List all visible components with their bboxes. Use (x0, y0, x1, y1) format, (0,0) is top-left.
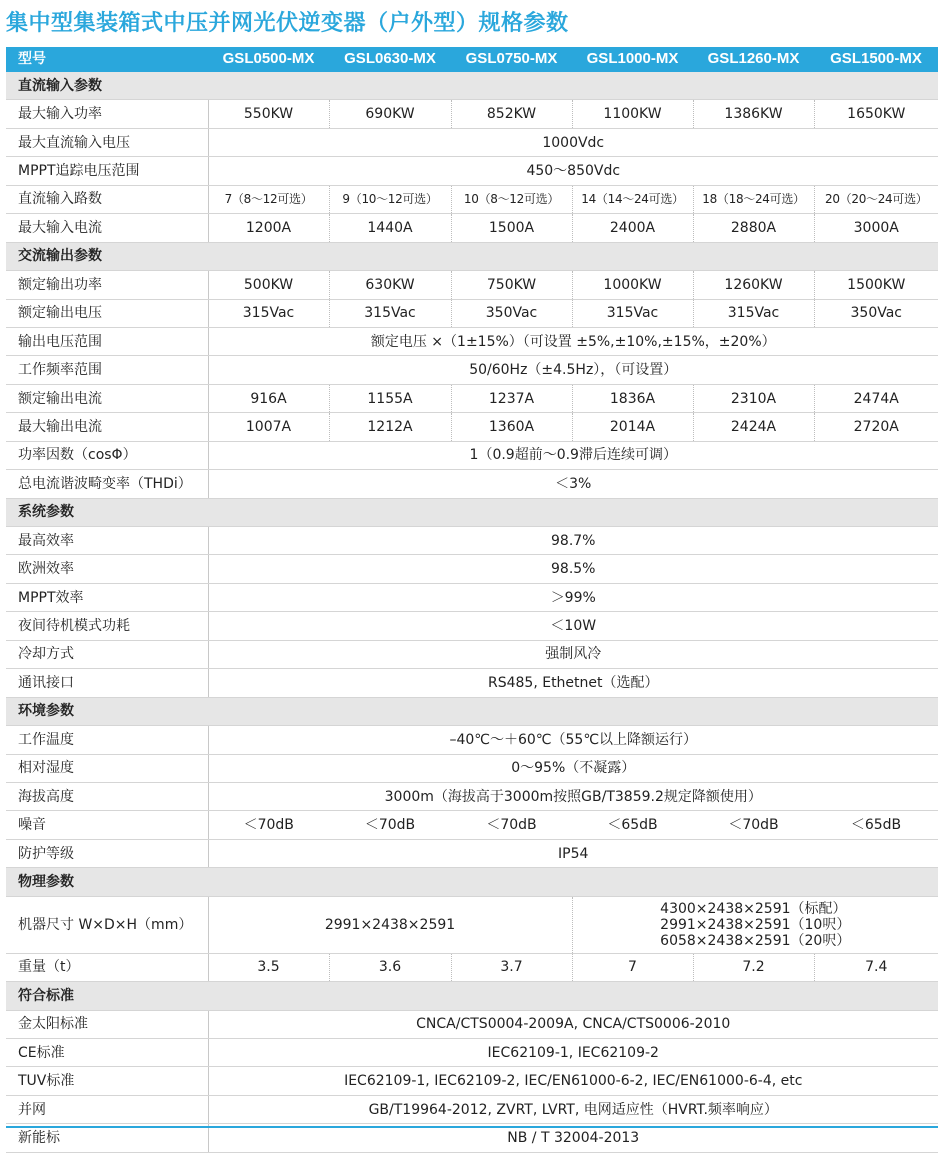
cell-value: 20（20～24可选） (814, 185, 938, 213)
row-label: 功率因数（cosΦ） (6, 441, 208, 469)
cell-value: 3.6 (329, 953, 451, 981)
cell-value: ＜70dB (208, 811, 329, 839)
table-row (6, 527, 938, 555)
table-row (6, 782, 938, 810)
cell-value: ＜3% (208, 470, 938, 498)
dimension-line: 4300×2438×2591（标配） (660, 900, 847, 917)
cell-value: 2880A (693, 214, 814, 242)
bottom-rule (6, 1126, 938, 1128)
model-name: GSL0630-MX (329, 47, 451, 72)
section-title: 符合标准 (6, 982, 938, 1010)
cell-value: 2014A (572, 413, 693, 441)
table-row (6, 640, 938, 668)
section-title: 系统参数 (6, 498, 938, 526)
row-label: 最大输入电流 (6, 214, 208, 242)
cell-value: 350Vac (451, 299, 572, 327)
cell-value: 2991×2438×2591 (208, 896, 572, 953)
page-title: 集中型集装箱式中压并网光伏逆变器（户外型）规格参数 (6, 11, 569, 36)
row-label: 最大输入功率 (6, 100, 208, 128)
table-row (6, 953, 938, 981)
table-row (6, 612, 938, 640)
section-title: 环境参数 (6, 697, 938, 725)
cell-value: 1500A (451, 214, 572, 242)
cell-value: GB/T19964-2012, ZVRT, LVRT, 电网适应性（HVRT.频率响应） (208, 1095, 938, 1123)
cell-value: 98.7% (208, 527, 938, 555)
spec-table (6, 47, 938, 1153)
model-name: GSL1000-MX (572, 47, 693, 72)
cell-value: ＜70dB (329, 811, 451, 839)
dimension-line: 6058×2438×2591（20呎） (660, 932, 851, 949)
row-label: 海拔高度 (6, 782, 208, 810)
dimension-line: 2991×2438×2591（10呎） (660, 916, 851, 933)
table-row (6, 214, 938, 242)
row-label: 输出电压范围 (6, 327, 208, 355)
cell-value: NB / T 32004-2013 (208, 1124, 938, 1152)
row-label: 工作温度 (6, 726, 208, 754)
cell-value: 2310A (693, 384, 814, 412)
row-label: 夜间待机模式功耗 (6, 612, 208, 640)
cell-value: 3.7 (451, 953, 572, 981)
cell-value: 14（14～24可选） (572, 185, 693, 213)
cell-value: 2720A (814, 413, 938, 441)
table-row (6, 327, 938, 355)
row-label: 额定输出电压 (6, 299, 208, 327)
cell-value: 98.5% (208, 555, 938, 583)
section-title: 物理参数 (6, 868, 938, 896)
cell-value: ＞99% (208, 583, 938, 611)
cell-value: 1（0.9超前～0.9滞后连续可调） (208, 441, 938, 469)
cell-value: 强制风冷 (208, 640, 938, 668)
row-label: 相对湿度 (6, 754, 208, 782)
section-header (6, 242, 938, 270)
cell-value: 1650KW (814, 100, 938, 128)
table-row (6, 413, 938, 441)
cell-value: 3000A (814, 214, 938, 242)
cell-value: 1007A (208, 413, 329, 441)
table-row (6, 839, 938, 867)
cell-value-multiline (572, 896, 938, 953)
table-row (6, 1039, 938, 1067)
cell-value: 1237A (451, 384, 572, 412)
table-row (6, 1124, 938, 1152)
table-row (6, 441, 938, 469)
cell-value: –40℃～＋60℃（55℃以上降额运行） (208, 726, 938, 754)
model-name: GSL1260-MX (693, 47, 814, 72)
section-title: 交流输出参数 (6, 242, 938, 270)
cell-value: 1000Vdc (208, 128, 938, 156)
row-label: 新能标 (6, 1124, 208, 1152)
row-label: 重量（t） (6, 953, 208, 981)
cell-value: 1360A (451, 413, 572, 441)
section-title: 直流输入参数 (6, 72, 938, 100)
model-name: GSL1500-MX (814, 47, 938, 72)
cell-value: 7 (572, 953, 693, 981)
dimension-list (660, 901, 850, 949)
section-header (6, 498, 938, 526)
row-label: 直流输入路数 (6, 185, 208, 213)
cell-value: 852KW (451, 100, 572, 128)
cell-value: 7.2 (693, 953, 814, 981)
table-row (6, 157, 938, 185)
table-row (6, 356, 938, 384)
header-row (6, 47, 938, 72)
cell-value: 315Vac (572, 299, 693, 327)
table-row (6, 555, 938, 583)
row-label: 欧洲效率 (6, 555, 208, 583)
cell-value: 18（18～24可选） (693, 185, 814, 213)
row-label: 并网 (6, 1095, 208, 1123)
table-row (6, 1067, 938, 1095)
row-label: 最大直流输入电压 (6, 128, 208, 156)
cell-value: 315Vac (693, 299, 814, 327)
section-header (6, 982, 938, 1010)
table-row (6, 583, 938, 611)
cell-value: 500KW (208, 271, 329, 299)
cell-value: 1386KW (693, 100, 814, 128)
cell-value: 2424A (693, 413, 814, 441)
cell-value: 750KW (451, 271, 572, 299)
row-label: 额定输出电流 (6, 384, 208, 412)
cell-value: 1440A (329, 214, 451, 242)
row-label: 最大输出电流 (6, 413, 208, 441)
cell-value: 350Vac (814, 299, 938, 327)
cell-value: IEC62109-1, IEC62109-2 (208, 1039, 938, 1067)
row-label: 最高效率 (6, 527, 208, 555)
table-row (6, 128, 938, 156)
cell-value: 2400A (572, 214, 693, 242)
table-row (6, 1095, 938, 1123)
table-row (6, 100, 938, 128)
cell-value: 50/60Hz（±4.5Hz），（可设置） (208, 356, 938, 384)
table-row (6, 896, 938, 953)
row-label: 工作频率范围 (6, 356, 208, 384)
cell-value: ＜65dB (814, 811, 938, 839)
cell-value: 550KW (208, 100, 329, 128)
section-header (6, 868, 938, 896)
cell-value: 1836A (572, 384, 693, 412)
row-label: 总电流谐波畸变率（THDi） (6, 470, 208, 498)
cell-value: RS485, Ethetnet（选配） (208, 669, 938, 697)
cell-value: 1100KW (572, 100, 693, 128)
cell-value: 9（10～12可选） (329, 185, 451, 213)
table-row (6, 811, 938, 839)
cell-value: 1212A (329, 413, 451, 441)
row-label: 冷却方式 (6, 640, 208, 668)
cell-value: 0～95%（不凝露） (208, 754, 938, 782)
header-label: 型号 (6, 47, 208, 72)
table-row (6, 185, 938, 213)
cell-value: CNCA/CTS0004-2009A, CNCA/CTS0006-2010 (208, 1010, 938, 1038)
row-label: MPPT追踪电压范围 (6, 157, 208, 185)
row-label: 噪音 (6, 811, 208, 839)
row-label: TUV标准 (6, 1067, 208, 1095)
model-name: GSL0750-MX (451, 47, 572, 72)
cell-value: 2474A (814, 384, 938, 412)
cell-value: 1260KW (693, 271, 814, 299)
row-label: CE标准 (6, 1039, 208, 1067)
cell-value: 额定电压 ×（1±15%）（可设置 ±5%,±10%,±15%，±20%） (208, 327, 938, 355)
cell-value: 7.4 (814, 953, 938, 981)
table-row (6, 299, 938, 327)
table-row (6, 470, 938, 498)
cell-value: ＜70dB (693, 811, 814, 839)
row-label: 金太阳标准 (6, 1010, 208, 1038)
cell-value: IEC62109-1, IEC62109-2, IEC/EN61000-6-2, IEC/EN61000-6-4, etc (208, 1067, 938, 1095)
row-label: MPPT效率 (6, 583, 208, 611)
cell-value: 1000KW (572, 271, 693, 299)
cell-value: 690KW (329, 100, 451, 128)
table-row (6, 271, 938, 299)
row-label: 通讯接口 (6, 669, 208, 697)
cell-value: 1500KW (814, 271, 938, 299)
cell-value: ＜10W (208, 612, 938, 640)
row-label: 机器尺寸 W×D×H（mm） (6, 896, 208, 953)
cell-value: 1200A (208, 214, 329, 242)
cell-value: 3.5 (208, 953, 329, 981)
cell-value: 10（8～12可选） (451, 185, 572, 213)
cell-value: 315Vac (329, 299, 451, 327)
section-header (6, 72, 938, 100)
cell-value: ＜65dB (572, 811, 693, 839)
table-row (6, 726, 938, 754)
cell-value: 7（8～12可选） (208, 185, 329, 213)
cell-value: 916A (208, 384, 329, 412)
cell-value: IP54 (208, 839, 938, 867)
table-row (6, 669, 938, 697)
cell-value: 450～850Vdc (208, 157, 938, 185)
table-row (6, 384, 938, 412)
row-label: 额定输出功率 (6, 271, 208, 299)
table-row (6, 1010, 938, 1038)
model-name: GSL0500-MX (208, 47, 329, 72)
cell-value: 315Vac (208, 299, 329, 327)
cell-value: 3000m（海拔高于3000m按照GB/T3859.2规定降额使用） (208, 782, 938, 810)
table-row (6, 754, 938, 782)
section-header (6, 697, 938, 725)
cell-value: 630KW (329, 271, 451, 299)
row-label: 防护等级 (6, 839, 208, 867)
cell-value: ＜70dB (451, 811, 572, 839)
cell-value: 1155A (329, 384, 451, 412)
